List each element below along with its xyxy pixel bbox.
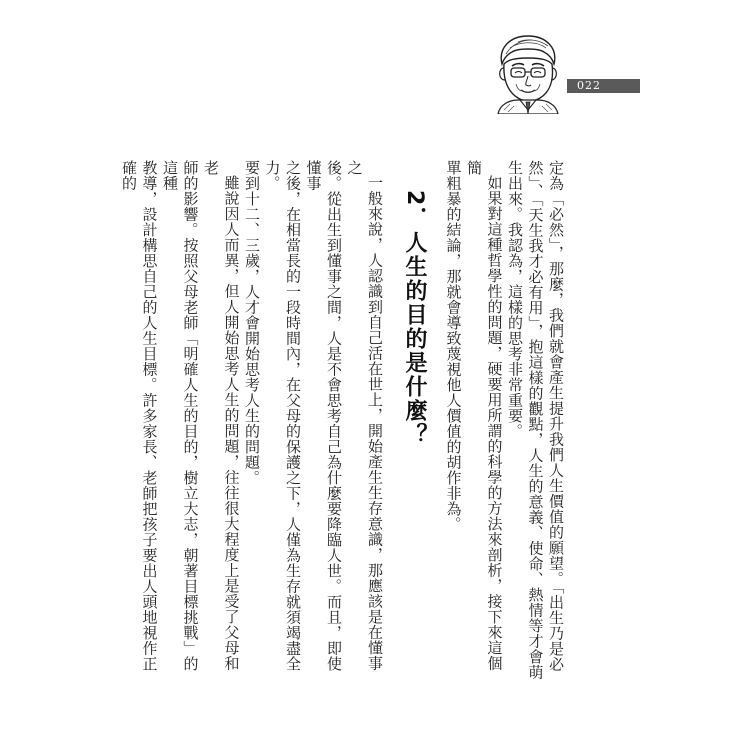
- paragraph-line: 之後，在相當長的一段時間內，在父母的保護之下，人僅為生存就須竭盡全力。: [263, 160, 302, 672]
- page-number-band: [567, 79, 640, 93]
- paragraph-line: 要到十二、三歲，人才會開始思考人生的問題。: [243, 160, 261, 486]
- section-heading: 2．人生的目的是什麼？: [402, 190, 427, 448]
- page-number: 022: [577, 79, 601, 92]
- paragraph-line: 然」、「天生我才必有用」，抱這樣的觀點，人生的意義、使命、熱情等才會萌: [526, 160, 545, 680]
- vertical-body-text: [120, 160, 566, 680]
- paragraph-line: 定為「必然」，那麼，我們就會產生提升我們人生價值的願望。「出生乃是必: [547, 160, 565, 672]
- author-portrait-icon: [488, 30, 568, 114]
- paragraph-line: 單粗暴的結論，那就會導致蔑視他人價值的胡作非為。: [444, 160, 463, 532]
- paragraph-line: 師的影響。按照父母老師「明確人生的目的，樹立大志，朝著目標挑戰」的這種: [161, 160, 200, 672]
- paragraph-line: 如果對這種哲學性的問題，硬要用所謂的科學的方法來剖析，接下來這個簡: [465, 160, 504, 671]
- paragraph-line: 生出來。我認為，這樣的思考非常重要。: [506, 160, 524, 439]
- paragraph-line: 一般來說，人認識到自己活在世上，開始產生生存意識，那應該是在懂事之: [345, 160, 384, 671]
- paragraph-line: 教導，設計構思自己的人生目標。許多家長、老師把孩子要出人頭地視作正確的: [120, 160, 159, 672]
- paragraph-line: 雖說因人而異，但人開始思考人生的問題，往往很大程度上是受了父母和老: [202, 160, 241, 671]
- paragraph-line: 後。從出生到懂事之間，人是不會思考自己為什麼要降臨人世。而且，即使懂事: [304, 160, 343, 672]
- section-heading-wrap: [399, 160, 429, 680]
